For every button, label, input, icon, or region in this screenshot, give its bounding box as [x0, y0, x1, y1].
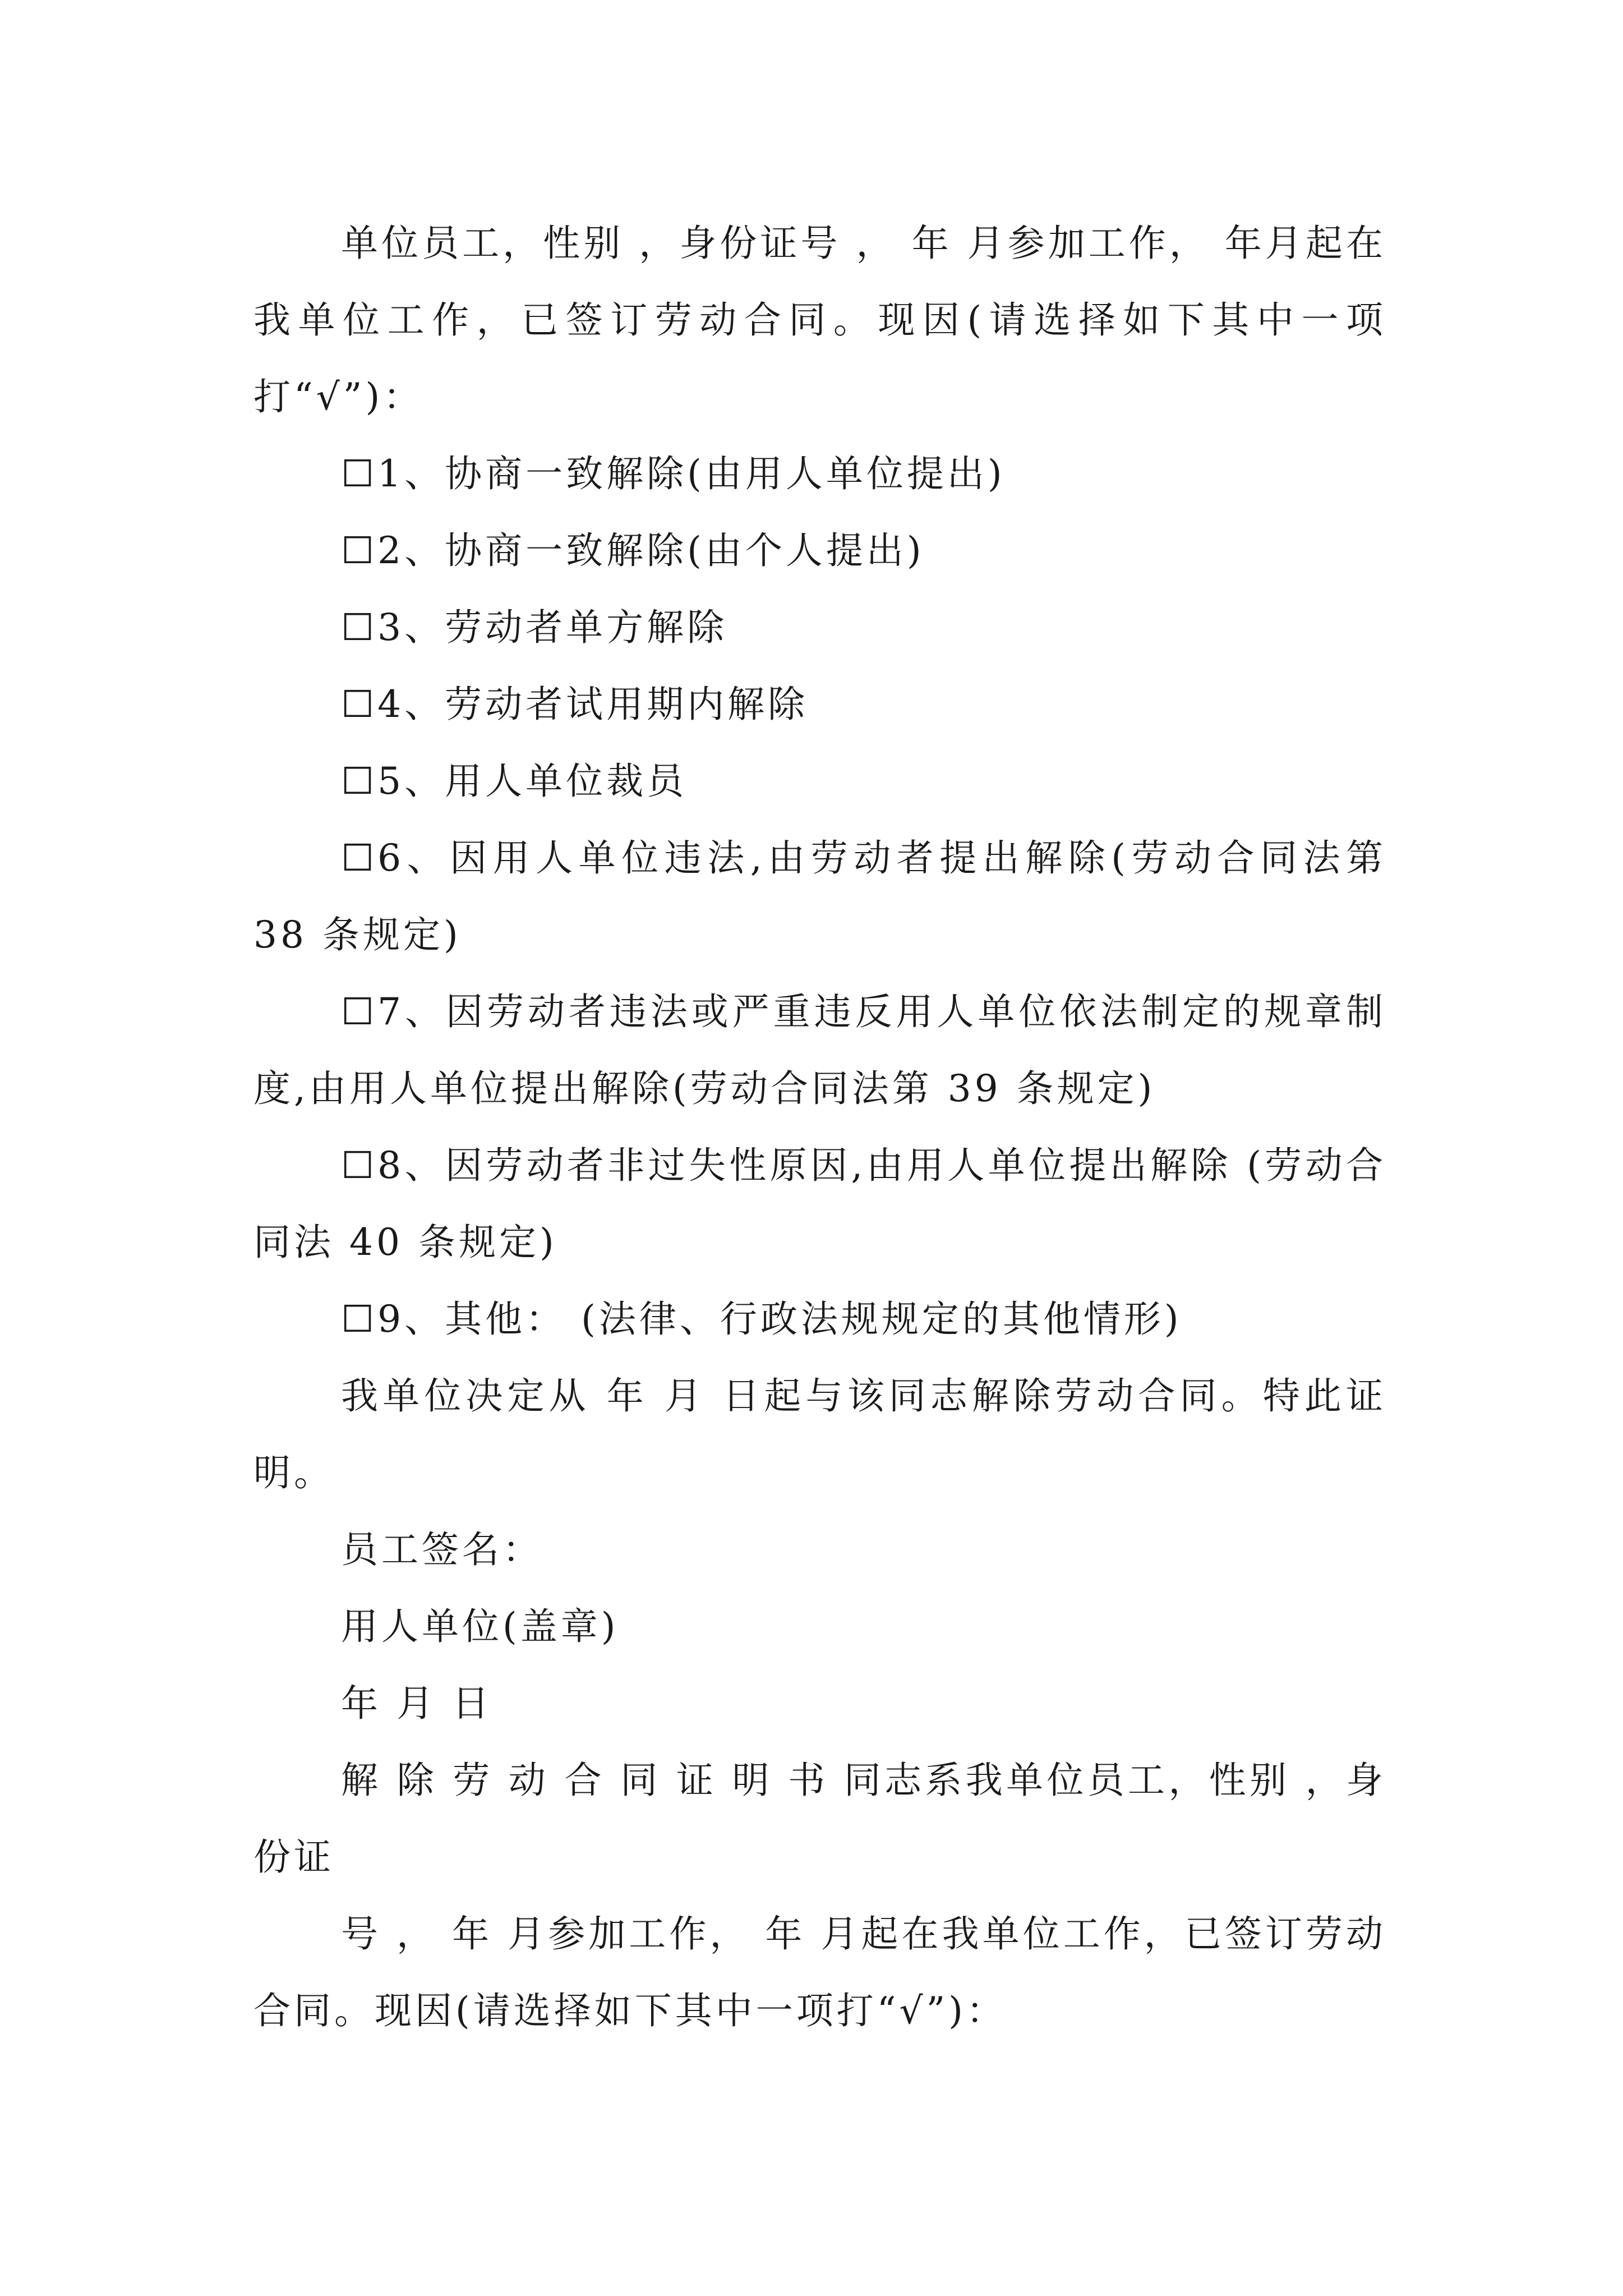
option-5: ☐5、用人单位裁员 — [341, 760, 688, 803]
option-3: ☐3、劳动者单方解除 — [341, 606, 728, 649]
date-line: 年 月 日 — [341, 1682, 492, 1725]
employee-signature-line: 员工签名： — [341, 1528, 543, 1571]
option-6: ☐6、因用人单位违法,由劳动者提出解除(劳动合同法第 38 条规定) — [253, 836, 1386, 956]
option-2: ☐2、协商一致解除(由个人提出) — [341, 529, 925, 572]
document-body — [253, 205, 1386, 2049]
option-8: ☐8、因劳动者非过失性原因,由用人单位提出解除 (劳动合同法 40 条规定) — [253, 1144, 1386, 1264]
option-9: ☐9、其他： (法律、行政法规规定的其他情形) — [341, 1297, 1182, 1341]
option-4: ☐4、劳动者试用期内解除 — [341, 683, 809, 726]
option-7: ☐7、因劳动者违法或严重违反用人单位依法制定的规章制度,由用人单位提出解除(劳动合同法第 39 条规定) — [253, 990, 1386, 1110]
option-1: ☐1、协商一致解除(由用人单位提出) — [341, 452, 1006, 495]
intro-paragraph: 单位员工，性别 ，身份证号 ， 年 月参加工作， 年月起在我单位工作，已签订劳动合同。现因(请选择如下其中一项打“√”)： — [253, 222, 1386, 418]
certificate-title-paragraph: 解 除 劳 动 合 同 证 明 书 同志系我单位员工，性别 ，身份证 — [253, 1759, 1386, 1879]
certificate-body-paragraph: 号 ， 年 月参加工作， 年 月起在我单位工作，已签订劳动合同。现因(请选择如下其中一项打“√”)： — [253, 1912, 1386, 2032]
decision-paragraph: 我单位决定从 年 月 日起与该同志解除劳动合同。特此证明。 — [253, 1374, 1386, 1494]
employer-seal-line: 用人单位(盖章) — [341, 1605, 619, 1648]
